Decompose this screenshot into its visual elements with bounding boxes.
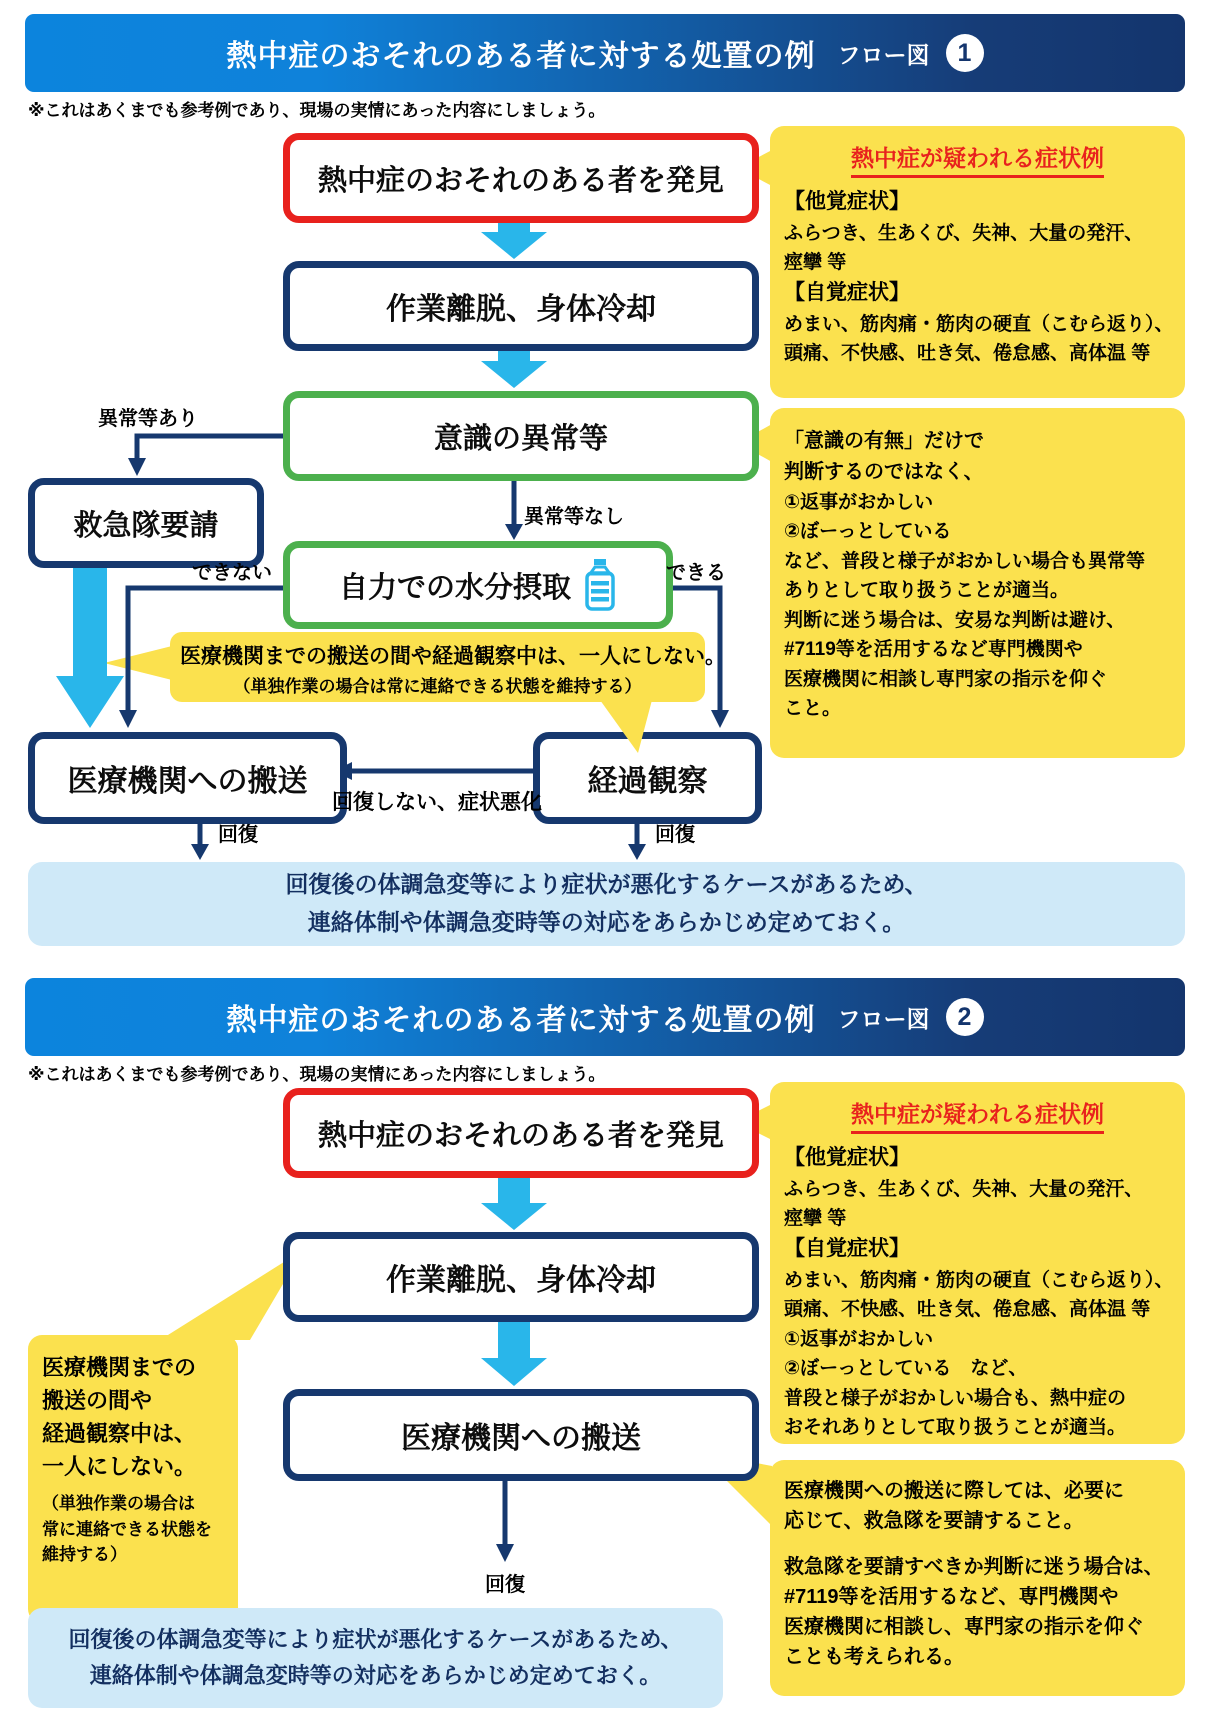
flow1-box-consciousness [283,391,759,481]
symptoms2-line: おそれありとして取り扱うことが適当。 [784,1417,1127,1439]
flow2-box-find-label: 熱中症のおそれのある者を発見 [317,1119,724,1152]
connector-cannot-drink-head [119,710,137,728]
flow2-box-transport [283,1389,759,1481]
consciousness-note-box [770,408,1185,758]
consciousness-note-line: 判断に迷う場合は、安易な判断は避け、 [784,609,1126,631]
transport-note2-line: 応じて、救急隊を要請すること。 [784,1510,1084,1532]
flow2-box-leave-work [283,1232,759,1322]
consciousness-note-line: ありとして取り扱うことが適当。 [784,580,1070,602]
flow1-box-ambulance [28,478,264,568]
flow1-number-badge: 1 [946,34,984,72]
flow1-box-leave-work-label: 作業離脱、身体冷却 [386,293,656,326]
symptoms2-line: 頭痛、不快感、吐き気、倦怠感、高体温 等 [784,1299,1151,1321]
flow1-box-hydration [283,541,673,629]
symptoms1-line: 痙攣 等 [784,251,847,273]
alone-note1 [170,632,726,702]
connector-abnormal-no-head [505,524,523,540]
symptoms1-title: 熱中症が疑われる症状例 [851,140,1104,178]
recovery-note1-line2: 連絡体制や体調急変時等の対応をあらかじめ定めておく。 [307,909,906,935]
consciousness-note-line: ①返事がおかしい [784,492,934,513]
flow1-box-consciousness-label: 意識の異常等 [433,422,608,455]
label-abnormal-no: 異常等なし [524,506,624,528]
alone-note2-line: 搬送の間や [42,1388,153,1413]
label-can: できる [666,562,726,584]
symptoms2-line: ふらつき、生あくび、失神、大量の発汗、 [784,1178,1144,1200]
consciousness-note-line: 医療機関に相談し専門家の指示を仰ぐ [784,668,1108,690]
connector-recover-right-head [628,844,646,860]
alone-note2 [28,1335,238,1623]
symptoms-box-1 [770,126,1185,398]
flow1-box-transport-label: 医療機関への搬送 [67,765,308,798]
consciousness-note-line: 判断するのではなく、 [784,461,984,483]
symptoms1-line: 【他覚症状】 [784,190,910,213]
connector-recover-left-head [191,844,209,860]
flow1-box-observation-label: 経過観察 [587,765,708,798]
alone-note2-tail [160,1250,303,1340]
flow1-disclaimer: ※これはあくまでも参考例であり、現場の実情にあった内容にしましょう。 [28,101,606,120]
alone-note2-line: 一人にしない。 [42,1454,197,1479]
label-recovered-left: 回復 [218,824,258,846]
flow2-number-badge: 2 [946,998,984,1036]
symptoms-box-2 [770,1082,1185,1444]
symptoms1-line: ふらつき、生あくび、失神、大量の発汗、 [784,222,1144,244]
symptoms1-line: 頭痛、不快感、吐き気、倦怠感、高体温 等 [784,343,1151,365]
flow2-box-find [283,1088,759,1178]
symptoms2-line: ②ぼーっとしている など、 [784,1358,1028,1380]
connector-recover-flow2-head [496,1544,514,1562]
transport-note2-para1 [784,1476,1171,1536]
connector-can-drink-head [711,710,729,728]
label-not-recovered: 回復しない、症状悪化 [332,791,542,814]
flow2-title: 熱中症のおそれのある者に対する処置の例 [226,1004,816,1037]
flow1-box-find-label: 熱中症のおそれのある者を発見 [317,164,724,197]
connector-abnormal-yes [137,436,283,460]
recovery-note1-line1: 回復後の体調急変等により症状が悪化するケースがあるため、 [285,871,928,898]
recovery-note2-line2: 連絡体制や体調急変時等の対応をあらかじめ定めておく。 [89,1663,662,1688]
connector-abnormal-yes-head [128,458,146,476]
flow1-box-transport [28,732,347,824]
label-recovered-flow2: 回復 [485,1574,525,1596]
transport-note2-line: 救急隊を要請すべきか判断に迷う場合は、 [784,1556,1164,1578]
transport-note2-line: #7119等を活用するなど、専門機関や [784,1586,1119,1608]
alone-note2-line: 経過観察中は、 [42,1421,197,1446]
flow2-header [25,978,1185,1056]
recovery-note-box-1 [28,862,1185,946]
flow1-box-leave-work [283,261,759,351]
arrow-leave-to-transport-2 [481,1311,547,1386]
consciousness-note-line: #7119等を活用するなど専門機関や [784,639,1083,661]
water-bottle-icon [583,559,617,611]
flow2-figure-label: フロー図 [837,1005,930,1032]
symptoms2-line: めまい、筋肉痛・筋肉の硬直（こむら返り）、 [784,1269,1174,1291]
symptoms2-title: 熱中症が疑われる症状例 [851,1096,1104,1134]
label-abnormal-yes: 異常等あり [98,408,198,430]
alone-note2-line: （単独作業の場合は [42,1494,195,1513]
flow2-box-leave-work-label: 作業離脱、身体冷却 [386,1264,656,1297]
symptoms1-line: めまい、筋肉痛・筋肉の硬直（こむら返り）、 [784,313,1174,335]
flow1-box-find [283,133,759,223]
transport-note2 [770,1460,1185,1696]
arrow-ambulance-to-transport [56,554,124,728]
transport-note2-para2 [784,1552,1171,1672]
alone-note2-line: 維持する） [42,1545,127,1564]
recovery-note2-line1: 回復後の体調急変等により症状が悪化するケースがあるため、 [68,1626,683,1652]
flow1-box-ambulance-label: 救急隊要請 [73,509,219,542]
symptoms2-line: ①返事がおかしい [784,1328,934,1350]
symptoms2-line: 【自覚症状】 [784,1237,910,1261]
label-cannot: できない [192,562,272,584]
flow2-disclaimer: ※これはあくまでも参考例であり、現場の実情にあった内容にしましょう。 [28,1065,606,1084]
alone-note1-line1: 医療機関までの搬送の間や経過観察中は、一人にしない。 [180,645,726,668]
flow1-header [25,14,1185,92]
flow1-figure-label: フロー図 [837,41,930,68]
alone-note2-line: 常に連絡できる状態を [42,1519,212,1539]
flow1-title: 熱中症のおそれのある者に対する処置の例 [226,40,816,73]
flow1-box-observation [533,732,762,824]
flow1-box-hydration-label: 自力での水分摂取 [338,571,571,604]
recovery-note-box-2 [28,1608,723,1708]
symptoms2-line: 普段と様子がおかしい場合も、熱中症の [784,1387,1127,1409]
consciousness-note-line: こと。 [784,698,842,720]
alone-note1-left-tail [104,646,172,680]
consciousness-note-line: など、普段と様子がおかしい場合も異常等 [784,550,1146,572]
alone-note1-line2: （単独作業の場合は常に連絡できる状態を維持する） [233,677,642,696]
symptoms2-line: 【他覚症状】 [784,1146,910,1169]
transport-note2-line: 医療機関への搬送に際しては、必要に [784,1480,1124,1502]
consciousness-note-line: ②ぼーっとしている [784,521,952,543]
transport-note2-line: 医療機関に相談し、専門家の指示を仰ぐ [784,1616,1144,1638]
label-recovered-right: 回復 [655,824,695,846]
transport-note2-line: ことも考えられる。 [784,1646,964,1668]
symptoms2-line: 痙攣 等 [784,1207,847,1229]
consciousness-note-line: 「意識の有無」だけで [784,430,984,452]
flow2-box-transport-label: 医療機関への搬送 [401,1422,641,1455]
symptoms1-line: 【自覚症状】 [784,281,910,305]
alone-note2-line: 医療機関までの [42,1355,197,1380]
